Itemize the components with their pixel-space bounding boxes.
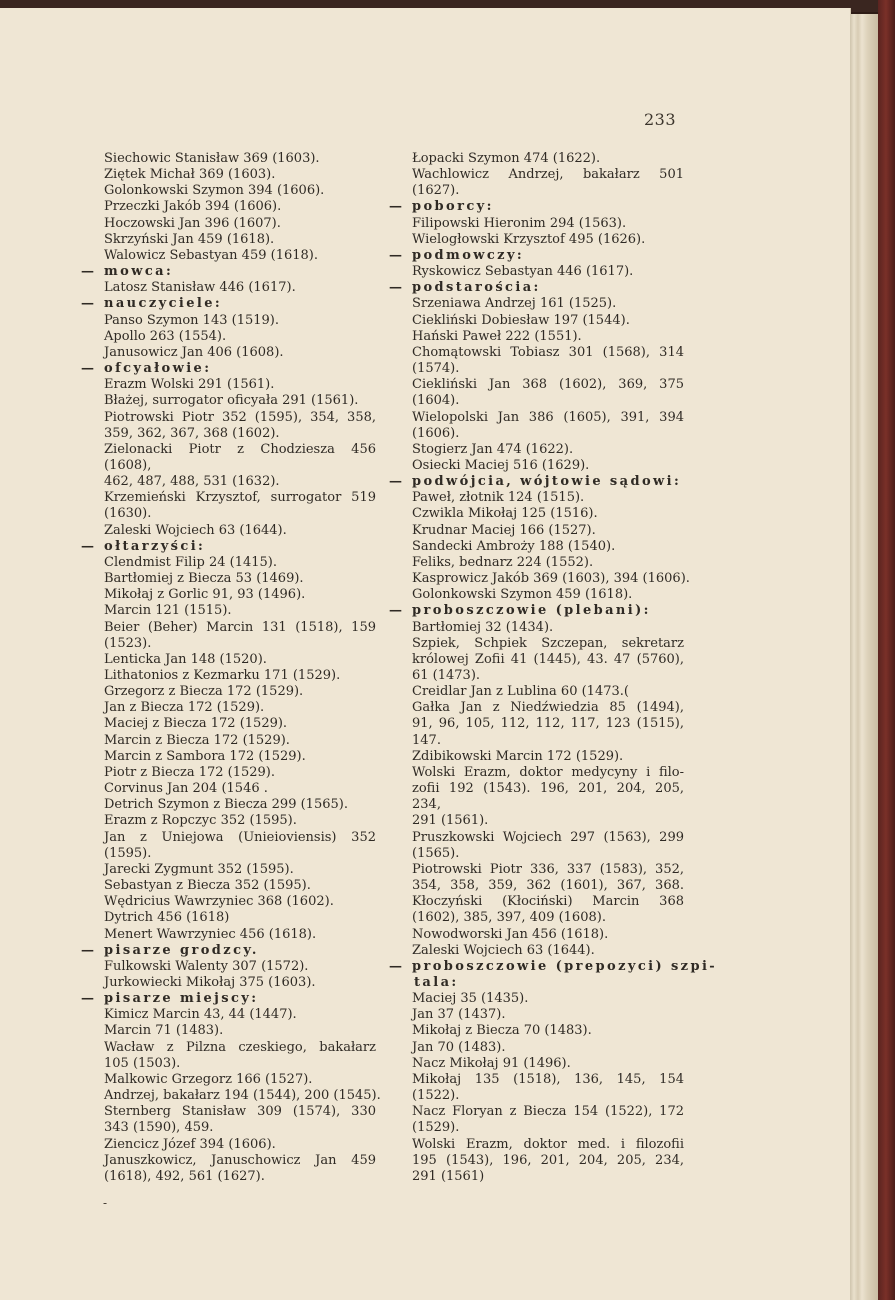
- index-entry-line: (1522).: [412, 1088, 460, 1104]
- index-entry-line: Marcin 71 (1483).: [104, 1023, 224, 1039]
- index-entry-line: Feliks, bednarz 224 (1552).: [412, 554, 594, 570]
- index-entry-line: Lithatonios z Kezmarku 171 (1529).: [104, 668, 341, 683]
- index-entry-line: (1602), 385, 397, 409 (1608).: [412, 910, 606, 926]
- index-entry-line: Zaleski Wojciech 63 (1644).: [104, 522, 287, 538]
- index-entry-line: 195 (1543), 196, 201, 204, 205, 234,: [412, 1152, 684, 1168]
- index-entry-line: Ryskowicz Sebastyan 446 (1617).: [412, 264, 634, 280]
- index-entry-line: Jan z Biecza 172 (1529).: [104, 700, 265, 716]
- index-entry-line: Jan z Uniejowa (Unieioviensis) 352: [104, 829, 376, 845]
- page-stack-edge: [850, 14, 878, 1300]
- index-entry-line: Marcin z Sambora 172 (1529).: [104, 748, 306, 764]
- index-entry-line: Hoczowski Jan 396 (1607).: [104, 215, 281, 231]
- section-heading: — proboszczowie (plebani):: [388, 603, 684, 619]
- section-heading: — podwójcia, wójtowie sądowi:: [388, 474, 684, 490]
- index-entry-line: Maciej 35 (1435).: [412, 991, 529, 1007]
- index-entry-line: Bartłomiej 32 (1434).: [412, 619, 554, 635]
- index-entry-line: Detrich Szymon z Biecza 299 (1565).: [104, 797, 348, 813]
- index-entry-line: Creidlar Jan z Lublina 60 (1473.(: [412, 684, 629, 700]
- index-entry-line: Zielonacki Piotr z Chodziesza 456 (1608),: [104, 441, 376, 473]
- index-entry-line: (1595).: [104, 845, 152, 861]
- index-entry-line: 354, 358, 359, 362 (1601), 367, 368.: [412, 878, 684, 894]
- index-entry-line: Marcin z Biecza 172 (1529).: [104, 732, 290, 748]
- index-entry-line: Maciej z Biecza 172 (1529).: [104, 716, 288, 732]
- index-entry-line: Wielopolski Jan 386 (1605), 391, 394: [412, 409, 684, 425]
- index-entry-line: Walowicz Sebastyan 459 (1618).: [104, 247, 318, 263]
- index-entry-line: (1604).: [412, 393, 460, 409]
- section-heading: — podmowczy:: [388, 248, 684, 264]
- section-heading: — pisarze miejscy:: [80, 991, 376, 1007]
- section-heading: — podstarościa:: [388, 280, 684, 296]
- book-spine: [878, 0, 895, 1300]
- index-entry-line: Łopacki Szymon 474 (1622).: [412, 151, 601, 166]
- index-entry-line: Lenticka Jan 148 (1520).: [104, 651, 267, 667]
- index-entry-line: Skrzyński Jan 459 (1618).: [104, 231, 275, 247]
- index-entry-line: Paweł, złotnik 124 (1515).: [412, 490, 585, 506]
- index-entry-line: Pruszkowski Wojciech 297 (1563), 299: [412, 829, 684, 845]
- index-entry-line: Czwikla Mikołaj 125 (1516).: [412, 506, 598, 522]
- index-entry-line: Srzeniawa Andrzej 161 (1525).: [412, 296, 617, 312]
- index-entry-line: (1529).: [412, 1120, 460, 1136]
- index-entry-line: Januszkowicz, Januschowicz Jan 459: [104, 1152, 376, 1168]
- index-entry-line: Wacław z Pilzna czeskiego, bakałarz: [104, 1039, 376, 1055]
- index-column-left: [80, 151, 381, 1185]
- index-entry-line: Mikołaj 135 (1518), 136, 145, 154: [412, 1071, 684, 1087]
- index-entry-line: 147.: [412, 732, 441, 748]
- index-entry-line: Jan 70 (1483).: [412, 1039, 506, 1055]
- section-heading: — ofcyałowie:: [80, 361, 376, 377]
- index-entry-line: Ziencicz Józef 394 (1606).: [104, 1136, 276, 1152]
- index-entry-line: (1630).: [104, 506, 152, 522]
- index-entry-line: Janusowicz Jan 406 (1608).: [104, 344, 284, 360]
- index-entry-line: Ziętek Michał 369 (1603).: [104, 167, 276, 183]
- index-entry-line: Wachlowicz Andrzej, bakałarz 501: [412, 167, 684, 183]
- index-entry-line: (1627).: [412, 183, 460, 199]
- section-heading: — proboszczowie (prepozyci) szpi-: [388, 959, 684, 975]
- index-entry-line: Malkowic Grzegorz 166 (1527).: [104, 1071, 313, 1087]
- index-entry-line: Wielogłowski Krzysztof 495 (1626).: [412, 231, 646, 247]
- index-entry-line: Jan 37 (1437).: [412, 1007, 506, 1023]
- index-entry-line: Ciekliński Dobiesław 197 (1544).: [412, 312, 630, 328]
- index-entry-line: Wędricius Wawrzyniec 368 (1602).: [104, 894, 334, 910]
- index-entry-line: (1618), 492, 561 (1627).: [104, 1168, 265, 1184]
- index-entry-line: Krzemieński Krzysztof, surrogator 519: [104, 490, 376, 506]
- index-entry-line: Piotr z Biecza 172 (1529).: [104, 764, 276, 780]
- index-entry-line: Szpiek, Schpiek Szczepan, sekretarz: [412, 635, 684, 651]
- index-entry-line: Erazm z Ropczyc 352 (1595).: [104, 813, 297, 829]
- index-entry-line: Golonkowski Szymon 459 (1618).: [412, 587, 633, 603]
- index-entry-line: Gałka Jan z Niedźwiedzia 85 (1494),: [412, 700, 684, 716]
- index-entry-line: Dytrich 456 (1618): [104, 910, 230, 926]
- index-entry-line: Piotrowski Piotr 336, 337 (1583), 352,: [412, 861, 684, 877]
- index-entry-line: 91, 96, 105, 112, 112, 117, 123 (1515),: [412, 716, 684, 732]
- index-entry-line: Zaleski Wojciech 63 (1644).: [412, 942, 595, 958]
- index-entry-line: Apollo 263 (1554).: [104, 328, 227, 344]
- index-entry-line: 462, 487, 488, 531 (1632).: [104, 474, 280, 490]
- index-entry-line: 291 (1561): [412, 1168, 485, 1184]
- index-entry-line: Beier (Beher) Marcin 131 (1518), 159: [104, 619, 376, 635]
- index-entry-line: Erazm Wolski 291 (1561).: [104, 377, 275, 393]
- index-entry-line: Jarecki Zygmunt 352 (1595).: [104, 861, 294, 877]
- index-entry-line: Kasprowicz Jakób 369 (1603), 394 (1606).: [412, 571, 690, 587]
- index-entry-line: Jurkowiecki Mikołaj 375 (1603).: [104, 974, 316, 990]
- index-entry-line: 359, 362, 367, 368 (1602).: [104, 425, 280, 441]
- index-entry-line: Grzegorz z Biecza 172 (1529).: [104, 684, 304, 700]
- index-entry-line: Zdibikowski Marcin 172 (1529).: [412, 748, 624, 764]
- index-entry-line: (1523).: [104, 635, 152, 651]
- index-entry-line: Fulkowski Walenty 307 (1572).: [104, 958, 309, 974]
- index-entry-line: Wolski Erazm, doktor medycyny i filo-: [412, 764, 684, 780]
- index-entry-line: Mikołaj z Gorlic 91, 93 (1496).: [104, 587, 306, 603]
- index-entry-line: 343 (1590), 459.: [104, 1120, 214, 1136]
- margin-mark: -: [103, 1196, 108, 1210]
- section-heading: — mowca:: [80, 264, 376, 280]
- index-entry-line: 61 (1473).: [412, 668, 481, 683]
- section-heading: — pisarze grodzcy.: [80, 943, 376, 959]
- index-entry-line: Przeczki Jakób 394 (1606).: [104, 199, 282, 215]
- index-entry-line: Błażej, surrogator oficyała 291 (1561).: [104, 393, 359, 409]
- index-entry-line: Siechowic Stanisław 369 (1603).: [104, 151, 320, 166]
- index-entry-line: Chomątowski Tobiasz 301 (1568), 314: [412, 344, 684, 360]
- index-entry-line: Kłoczyński (Kłociński) Marcin 368: [412, 894, 684, 910]
- index-entry-line: Sebastyan z Biecza 352 (1595).: [104, 878, 311, 894]
- index-entry-line: Andrzej, bakałarz 194 (1544), 200 (1545).: [104, 1088, 381, 1104]
- index-entry-line: Stogierz Jan 474 (1622).: [412, 441, 574, 457]
- index-column-right: [388, 151, 718, 1185]
- index-entry-line: Panso Szymon 143 (1519).: [104, 312, 279, 328]
- index-entry-line: Piotrowski Piotr 352 (1595), 354, 358,: [104, 409, 376, 425]
- index-entry-line: Bartłomiej z Biecza 53 (1469).: [104, 571, 304, 587]
- section-heading: — nauczyciele:: [80, 296, 376, 312]
- section-heading: — poborcy:: [388, 199, 684, 215]
- section-heading-continuation: tala:: [414, 974, 459, 990]
- index-entry-line: Sternberg Stanisław 309 (1574), 330: [104, 1104, 376, 1120]
- index-entry-line: Sandecki Ambroży 188 (1540).: [412, 538, 616, 554]
- index-entry-line: Marcin 121 (1515).: [104, 603, 232, 619]
- index-entry-line: Filipowski Hieronim 294 (1563).: [412, 215, 627, 231]
- index-entry-line: Golonkowski Szymon 394 (1606).: [104, 183, 325, 199]
- index-entry-line: Mikołaj z Biecza 70 (1483).: [412, 1023, 592, 1039]
- page-number: 233: [644, 110, 677, 129]
- index-entry-line: 291 (1561).: [412, 813, 489, 829]
- section-heading: — ołtarzyści:: [80, 539, 376, 555]
- index-entry-line: Corvinus Jan 204 (1546 .: [104, 781, 268, 797]
- index-entry-line: Ciekliński Jan 368 (1602), 369, 375: [412, 377, 684, 393]
- index-entry-line: królowej Zofii 41 (1445), 43. 47 (5760),: [412, 651, 684, 667]
- index-entry-line: zofii 192 (1543). 196, 201, 204, 205, 234,: [412, 781, 684, 813]
- index-entry-line: Osiecki Maciej 516 (1629).: [412, 457, 590, 473]
- index-entry-line: Menert Wawrzyniec 456 (1618).: [104, 926, 317, 942]
- index-entry-line: Nacz Mikołaj 91 (1496).: [412, 1055, 571, 1071]
- index-entry-line: (1574).: [412, 361, 460, 377]
- index-entry-line: Krudnar Maciej 166 (1527).: [412, 522, 596, 538]
- index-entry-line: 105 (1503).: [104, 1055, 181, 1071]
- index-entry-line: Hański Paweł 222 (1551).: [412, 328, 582, 344]
- index-entry-line: Clendmist Filip 24 (1415).: [104, 554, 277, 570]
- index-entry-line: Nowodworski Jan 456 (1618).: [412, 926, 609, 942]
- index-entry-line: Latosz Stanisław 446 (1617).: [104, 280, 296, 296]
- index-entry-line: Kimicz Marcin 43, 44 (1447).: [104, 1007, 297, 1023]
- index-entry-line: Nacz Floryan z Biecza 154 (1522), 172: [412, 1104, 684, 1120]
- index-entry-line: (1565).: [412, 845, 460, 861]
- index-entry-line: (1606).: [412, 425, 460, 441]
- index-entry-line: Wolski Erazm, doktor med. i filozofii: [412, 1136, 684, 1152]
